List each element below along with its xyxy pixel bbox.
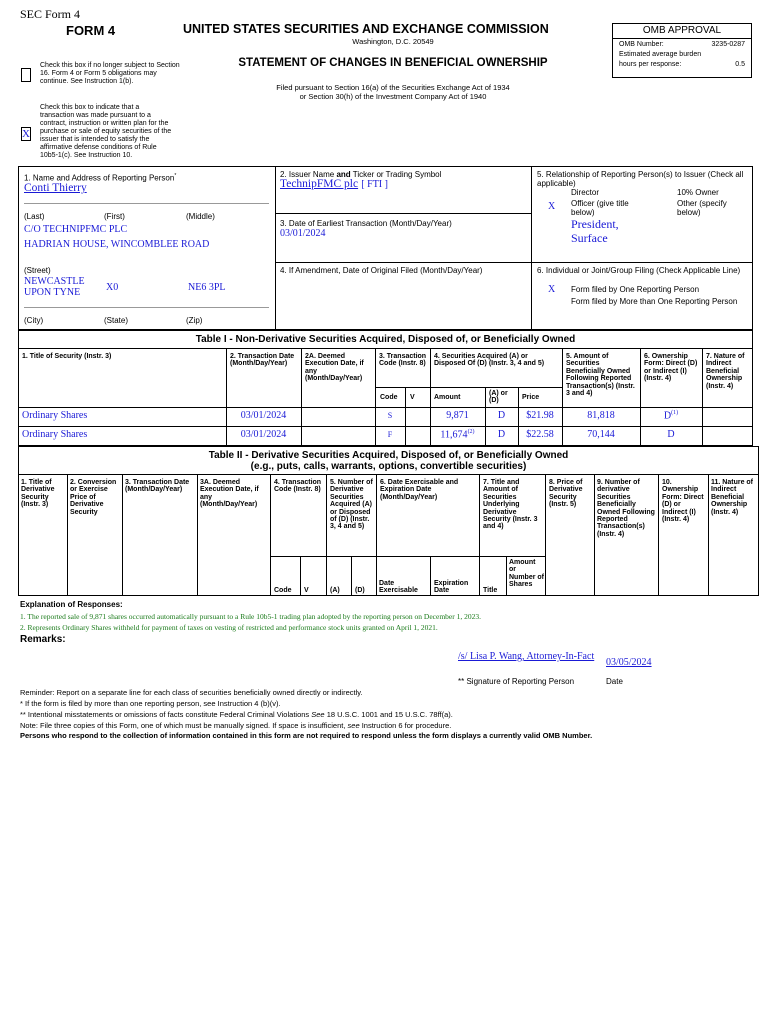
officer-mark[interactable]: X <box>548 201 556 212</box>
footer-misstatements: ** Intentional misstatements or omissions of facts constitute Federal Criminal Violations See 18 U.S.C. 1001 and 15 U.S.C. 78ff(a). <box>20 710 453 719</box>
omb-burden-label: Estimated average burden <box>619 51 702 58</box>
t2-header-nature: 11. Nature of Indirect Beneficial Ownership (Instr. 4) <box>711 479 754 516</box>
street-label: (Street) <box>24 266 51 275</box>
omb-title: OMB APPROVAL <box>613 24 751 39</box>
t2-sub-code: Code <box>274 587 292 594</box>
t1-sub-aord: (A) or (D) <box>489 390 508 405</box>
t2-header-underlying: 7. Title and Amount of Securities Underlying Derivative Security (Instr. 3 and 4) <box>483 479 538 531</box>
omb-hours-label: hours per response: <box>619 61 682 68</box>
t1-row2-amount: 11,674$^{(2)}$ <box>440 429 475 441</box>
t2-sub-title: Title <box>483 587 498 594</box>
t1-row1-title: Ordinary Shares <box>22 410 88 421</box>
box4-label: 4. If Amendment, Date of Original Filed (Month/Day/Year) <box>280 266 483 275</box>
remarks-heading: Remarks: <box>20 634 66 645</box>
table2-subtitle: (e.g., puts, calls, warrants, options, convertible securities) <box>250 461 527 472</box>
ten-pct-owner-label: 10% Owner <box>677 188 719 197</box>
t2-header-price: 8. Price of Derivative Security (Instr. 5) <box>549 479 583 509</box>
filed-pursuant-1: Filed pursuant to Section 16(a) of the Securities Exchange Act of 1934 <box>276 83 510 92</box>
box5-label: 5. Relationship of Reporting Person(s) to Issuer (Check all applicable) <box>537 170 744 188</box>
t1-row1-date: 03/01/2024 <box>240 410 287 421</box>
director-label: Director <box>571 188 600 197</box>
t2-header-deemed: 3A. Deemed Execution Date, if any (Month/Day/Year) <box>200 479 259 509</box>
t1-row2-ad: D <box>497 429 506 440</box>
t2-header-form: 10. Ownership Form: Direct (D) or Indirect (I) (Instr. 4) <box>662 479 704 524</box>
t1-row2-date: 03/01/2024 <box>240 429 287 440</box>
other-label: Other (specify below) <box>677 199 727 217</box>
footer-reminder: Reminder: Report on a separate line for each class of securities beneficially owned directly or indirectly. <box>20 688 363 697</box>
box6-label: 6. Individual or Joint/Group Filing (Check Applicable Line) <box>537 266 741 275</box>
footnote-2: 2. Represents Ordinary Shares withheld for payment of taxes on vesting of restricted and performance stock units granted on April 1, 2021. <box>20 623 438 632</box>
statement-title: STATEMENT OF CHANGES IN BENEFICIAL OWNERSHIP <box>238 57 548 69</box>
rule10b5-text: Check this box to indicate that a transaction was made pursuant to a contract, instruction or written plan for the purchase or sale of equity securities of the issuer that is intended to satisfy the affirmative defense conditions of Rule 10b5-1(c). See Instruction 10. <box>40 104 172 159</box>
agency-city: Washington, D.C. 20549 <box>352 37 434 46</box>
t1-row2-title: Ordinary Shares <box>22 429 88 440</box>
t1-header-nature: 7. Nature of Indirect Beneficial Ownership (Instr. 4) <box>706 353 745 390</box>
first-label: (First) <box>104 212 125 221</box>
t1-sub-code: Code <box>380 394 398 401</box>
t2-sub-expiration: Expiration Date <box>434 580 469 595</box>
signature-date: 03/05/2024 <box>606 657 652 668</box>
t1-header-date: 2. Transaction Date (Month/Day/Year) <box>230 353 295 368</box>
state-label: (State) <box>104 316 129 325</box>
t2-sub-d: (D) <box>355 587 365 594</box>
t2-sub-amount: Amount or Number of Shares <box>509 559 544 589</box>
reporting-person-name[interactable]: Conti Thierry <box>24 182 87 194</box>
t2-sub-v: V <box>304 587 309 594</box>
t1-header-form: 6. Ownership Form: Direct (D) or Indirect (I) (Instr. 4) <box>644 353 698 383</box>
t1-sub-amount: Amount <box>434 394 461 401</box>
last-label: (Last) <box>24 212 45 221</box>
t1-sub-price: Price <box>522 394 540 401</box>
zip-label: (Zip) <box>186 316 203 325</box>
t1-sub-v: V <box>410 394 415 401</box>
t2-header-date: 3. Transaction Date (Month/Day/Year) <box>125 479 190 494</box>
omb-hours: 0.5 <box>735 61 745 68</box>
one-person-mark[interactable]: X <box>548 284 556 295</box>
t2-header-number: 5. Number of Derivative Securities Acquired (A) or Disposed of (D) (Instr. 3, 4 and 5) <box>330 479 373 531</box>
officer-label: Officer (give title below) <box>571 199 629 217</box>
earliest-transaction-date: 03/01/2024 <box>280 228 326 239</box>
state-value: X0 <box>106 282 119 293</box>
t1-header-owned: 5. Amount of Securities Beneficially Owned Following Reported Transaction(s) (Instr. 3 and 4) <box>566 353 635 398</box>
signature: /s/ Lisa P. Wang, Attorney-In-Fact <box>458 651 595 662</box>
issuer-line <box>280 178 388 190</box>
t1-row1-ad: D <box>497 410 506 421</box>
t1-row2-owned: 70,144 <box>587 429 615 440</box>
explanation-heading: Explanation of Responses: <box>20 600 123 609</box>
omb-approval-box <box>612 23 752 78</box>
t2-sub-a: (A) <box>330 587 340 594</box>
t2-header-code: 4. Transaction Code (Instr. 8) <box>274 479 322 494</box>
footer-note: Note: File three copies of this Form, one of which must be manually signed. If space is insufficient, see Instruction 6 for procedure. <box>20 721 452 730</box>
t1-header-code: 3. Transaction Code (Instr. 8) <box>379 353 427 368</box>
zip-value: NE6 3PL <box>188 282 226 293</box>
table2-title: Table II - Derivative Securities Acquired, Disposed of, or Beneficially Owned <box>208 450 569 461</box>
table1-title: Table I - Non-Derivative Securities Acquired, Disposed of, or Beneficially Owned <box>195 334 576 345</box>
t1-row1-amount: 9,871 <box>446 410 469 421</box>
t1-row2-code: F <box>387 430 393 439</box>
address-line-2: HADRIAN HOUSE, WINCOMBLEE ROAD <box>24 239 210 250</box>
footer-multiple: * If the form is filed by more than one reporting person, see Instruction 4 (b)(v). <box>20 699 281 708</box>
city-label: (City) <box>24 316 44 325</box>
address-line-1: C/O TECHNIPFMC PLC <box>24 224 128 235</box>
middle-label: (Middle) <box>186 212 215 221</box>
issuer-ticker: [ FTI ] <box>361 179 388 190</box>
omb-number: 3235-0287 <box>711 41 745 48</box>
section16-text: Check this box if no longer subject to Section 16. Form 4 or Form 5 obligations may continue. See Instruction 1(b). <box>40 62 180 85</box>
footer-omb-notice: Persons who respond to the collection of information contained in this form are not required to respond unless the form displays a currently valid OMB Number. <box>20 731 593 740</box>
t2-header-conversion: 2. Conversion or Exercise Price of Derivative Security <box>70 479 117 516</box>
rule10b5-checkbox[interactable]: X <box>22 128 30 140</box>
t2-header-title: 1. Title of Derivative Security (Instr. 3) <box>21 479 55 509</box>
date-label: Date <box>606 677 623 686</box>
city-value: NEWCASTLE UPON TYNE <box>24 276 85 298</box>
t1-row1-form: $D^{(1)}$ <box>663 410 679 422</box>
signature-label: ** Signature of Reporting Person <box>458 677 575 686</box>
t1-row1-owned: 81,818 <box>587 410 615 421</box>
filed-pursuant-2: or Section 30(h) of the Investment Company Act of 1940 <box>299 92 487 101</box>
t1-row1-price: $21.98 <box>526 410 554 421</box>
one-person-label: Form filed by One Reporting Person <box>571 285 700 294</box>
box1-label: 1. Name and Address of Reporting Person* <box>24 173 177 183</box>
form-title: FORM 4 <box>66 23 116 38</box>
t1-header-deemed: 2A. Deemed Execution Date, if any (Month/Day/Year) <box>305 353 364 383</box>
t1-row2-price: $22.58 <box>526 429 554 440</box>
t2-header-owned: 9. Number of derivative Securities Beneficially Owned Following Reported Transaction(s) (Instr. 4) <box>597 479 655 538</box>
t2-header-exercisable: 6. Date Exercisable and Expiration Date (Month/Day/Year) <box>380 479 459 501</box>
t2-sub-exercisable: Date Exercisable <box>379 580 418 595</box>
t1-header-acquired: 4. Securities Acquired (A) or Disposed Of (D) (Instr. 3, 4 and 5) <box>434 353 545 368</box>
sec-form-label: SEC Form 4 <box>20 7 81 21</box>
omb-number-label: OMB Number: <box>619 41 664 48</box>
section16-checkbox[interactable] <box>21 68 31 82</box>
issuer-name[interactable]: TechnipFMC plc <box>280 178 359 190</box>
agency-name: UNITED STATES SECURITIES AND EXCHANGE COMMISSION <box>183 22 549 36</box>
box2-label: 2. Issuer Name and Ticker or Trading Symbol <box>280 170 442 179</box>
t1-row2-form: D <box>667 429 675 440</box>
officer-title: President, Surface <box>571 217 619 245</box>
t1-row1-code: S <box>387 411 393 420</box>
t1-header-title: 1. Title of Security (Instr. 3) <box>22 353 112 360</box>
box3-label: 3. Date of Earliest Transaction (Month/Day/Year) <box>280 219 452 228</box>
footnote-1: 1. The reported sale of 9,871 shares occurred automatically pursuant to a Rule 10b5-1 trading plan adopted by the reporting person on December 1, 2023. <box>20 612 481 621</box>
multi-person-label: Form filed by More than One Reporting Person <box>571 297 738 306</box>
